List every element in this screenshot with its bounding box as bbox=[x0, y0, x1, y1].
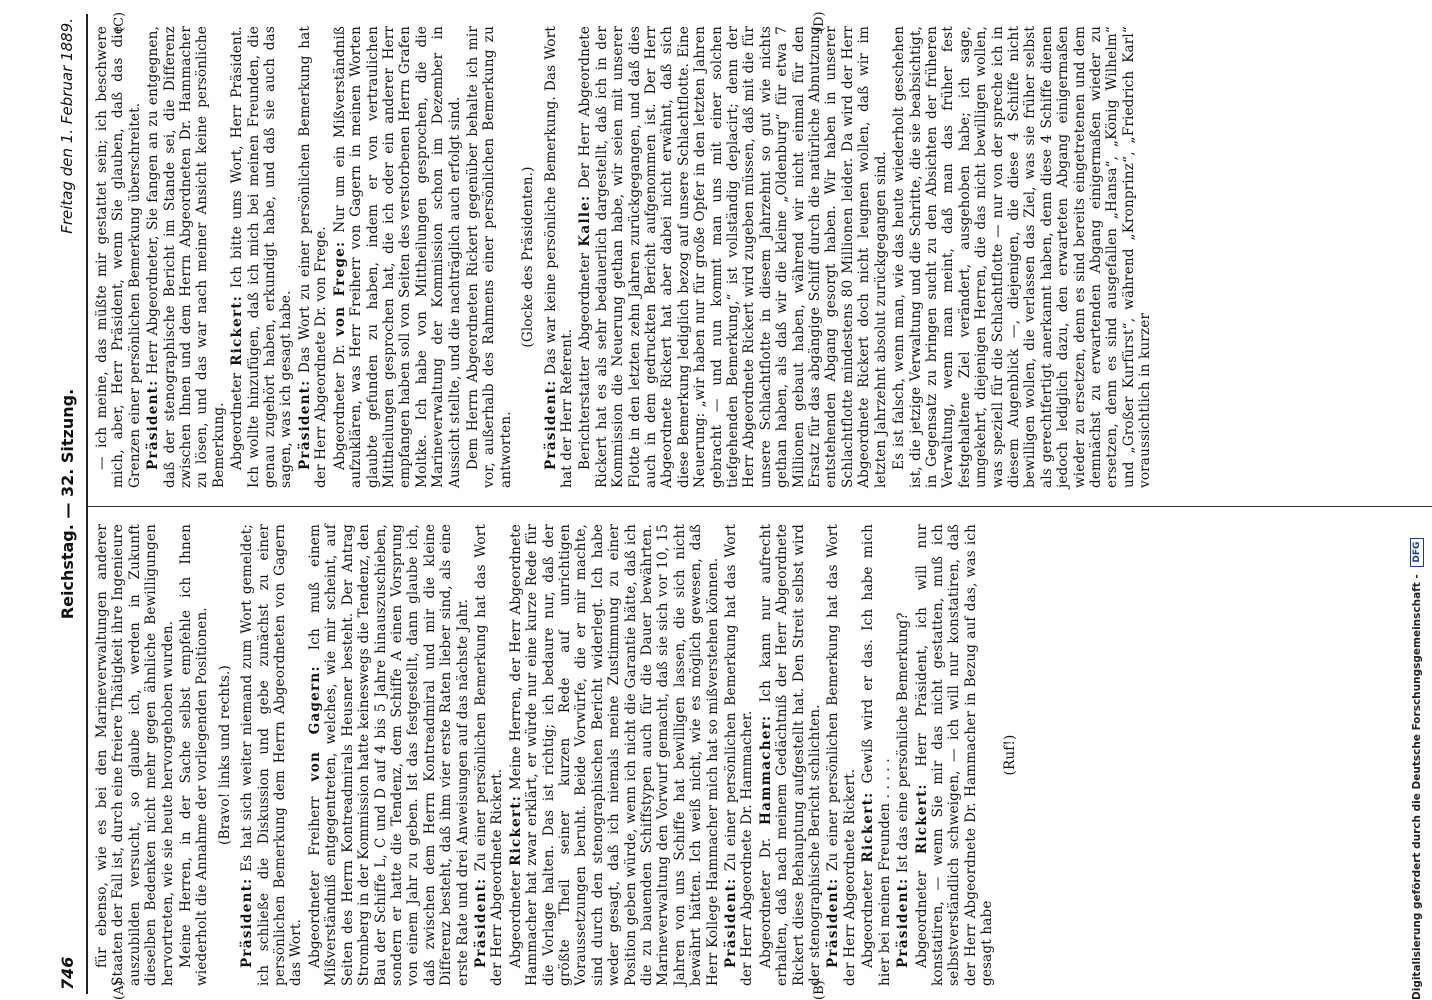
paragraph: Präsident: Das war keine persönliche Bemerkung. Das Wort hat der Herr Referent. bbox=[542, 26, 575, 488]
speaker-name: Rickert: bbox=[507, 795, 524, 866]
margin-marker-b: (B) bbox=[812, 980, 827, 1000]
dfg-logo: DFG bbox=[1410, 538, 1424, 567]
paragraph: für ebenso, wie es bei den Marineverwaltungen anderer Staaten der Fall ist, durch eine freiere Thätigkeit ihre Ingenieure auszubilden versucht, so glaube ich, werden in Zukunft dieselben Bedenken nicht mehr gegen ähnliche Bewilligungen hervortreten, wie sie heute hervorgehoben wurden. bbox=[94, 524, 176, 986]
newspaper-sheet bbox=[52, 10, 1432, 1000]
paragraph: Dem Herrn Abgeordneten Rickert gegenüber behalte ich mir vor, außerhalb des Rahmens einer persönlichen Bemerkung zu antworten. bbox=[464, 26, 514, 488]
digitization-credit bbox=[1410, 0, 1432, 1000]
speaker-name: Rickert: bbox=[229, 294, 246, 366]
speaker-name: Rickert: bbox=[913, 783, 930, 855]
paragraph: Präsident: Zu einer persönlichen Bemerkung hat das Wort der Herr Abgeordnete Dr. Hammacher. bbox=[723, 524, 756, 986]
paragraph: Berichterstatter Abgeordneter Kalle: Der Herr Abgeordnete Rickert hat es als sehr bedauerlich dargestellt, daß ich in der Kommission die Neuerung gethan habe, wir seien mit unserer Flotte in den letzten zehn Jahren zurückgegangen, und daß dies auch in dem gedruckten Bericht aufgenommen ist. Der Herr Abgeordnete Rickert hat aber dabei nicht erwähnt, daß sich diese Bemerkung lediglich bezog auf unsere Schlachtflotte. Eine Neuerung: „wir haben nur für große Opfer in den letzten Jahren gebracht — und nun kommt man uns mit einer solchen tiefgehenden Bemerkung,“ ist vollständig deplacirt; denn der Herr Abgeordnete Rickert wird zugeben müssen, daß mit die für unsere Schlachtflotte in diesem Jahrzehnt so gut wie nichts gethan haben, als daß wir die kleine „Oldenburg“ für etwa 7 Millionen gebaut haben, während wir nicht einmal für den Ersatz für das abgängige Schiff durch die natürliche Abnutzung entstehenden Abgang gesorgt haben. Wir haben in unserer Schlachtflotte mindestens 80 Millionen leider. Da wird der Herr Abgeordnete Rickert doch nicht leugnen wollen, daß wir im letzten Jahrzehnt absolut zurückgegangen sind. bbox=[577, 26, 889, 488]
speaker-name: von Gagern: bbox=[306, 665, 323, 782]
speaker-name: Rickert: bbox=[860, 791, 877, 863]
margin-marker-a: (A) bbox=[112, 980, 127, 1000]
right-column bbox=[94, 26, 1156, 488]
speaker-name: Kalle: bbox=[577, 194, 594, 247]
speaker-name: Präsident: bbox=[825, 877, 842, 968]
paragraph: Präsident: Zu einer persönlichen Bemerkung hat das Wort der Herr Abgeordnete Rickert. bbox=[472, 524, 506, 986]
paragraph: Präsident: Es hat sich weiter niemand zum Wort gemeldet; ich schließe die Diskussion und gebe zunächst zu einer persönlichen Bemerkung dem Herrn Abgeordneten von Gagern das Wort. bbox=[239, 524, 305, 986]
speaker-name: von Frege: bbox=[331, 240, 348, 337]
speaker-name: Hammacher: bbox=[757, 714, 774, 825]
paragraph: Abgeordneter Rickert: Gewiß wird er das. Ich habe mich hier bei meinen Freunden . . . . . bbox=[860, 524, 893, 986]
stage-direction: (Glocke des Präsidenten.) bbox=[520, 166, 537, 348]
margin-marker-d: (D) bbox=[812, 11, 827, 32]
paragraph: Abgeordneter Freiherr von Gagern: Ich muß einem Mißverständniß entgegentreten, welches, wie mir scheint, auf Seiten des Herrn Kontreadmirals Heusner besteht. Der Antrag Stromberg in der Kommission hatte keineswegs die Tendenz, den Bau der Schiffe L, C und D auf 4 bis 5 Jahre hinauszuschieben, sondern er hatte die Tendenz, dem Schiffe A einen Vorsprung von einem Jahr zu geben. Ist das festgestellt, dann glaube ich, daß zwischen dem Herrn Kontreadmiral und mir die kleine Differenz besteht, daß ihm vier erste Raten lieber sind, als eine erste Rate und drei Anweisungen auf das nächste Jahr. bbox=[306, 524, 471, 986]
speaker-name: Präsident: bbox=[145, 379, 162, 470]
session-date: Freitag den 1. Februar 1889. bbox=[58, 18, 76, 234]
speaker-name: Präsident: bbox=[239, 877, 256, 968]
left-column bbox=[94, 524, 1024, 986]
paragraph: Es ist falsch, wenn man, wie das heute wiederholt geschehen ist, die jetzige Verwaltung und die Schritte, die sie beabsichtigt, in Gegensatz zu bringen sucht zu den Absichten der früheren Verwaltung, wenn man meint, daß man das früher fest festgehaltene Ziel verändert, ausgehoben habe; ich sage, umgekehrt, diejenigen Herren, die das nicht bewilligen wollen, was speziell für die Schlachtflotte — nur von der spreche ich in diesem Augenblick —, diejenigen, die diese 4 Schiffe nicht bewilligen wollen, die verlassen das Ziel, was sie früher selbst als gerechtfertigt anerkannt haben, denn diese 4 Schiffe dienen jedoch lediglich dazu, den erwarteten Abgang einigermaßen wieder zu ersetzen, denn es sind bereits eingetretenen und dem demnächst zu erwartenden Abgang einigermaßen wieder zu ersetzen, denn es sind ausgefallen „Hansa“, „König Wilhelm“ und „Großer Kurfürst“, während „Kronprinz“, „Friedrich Karl“ voraussichtlich in kurzer bbox=[891, 26, 1154, 488]
running-title: Reichstag. — 32. Sitzung. bbox=[58, 388, 77, 620]
speaker-name: Präsident: bbox=[895, 877, 912, 968]
paragraph: Präsident: Zu einer persönlichen Bemerkung hat das Wort der Herr Abgeordnete Rickert. bbox=[825, 524, 858, 986]
header-rule bbox=[86, 14, 88, 994]
speaker-name: Präsident: bbox=[296, 379, 313, 470]
page-number: 746 bbox=[58, 956, 77, 990]
paragraph: Präsident: Das Wort zu einer persönlichen Bemerkung hat der Herr Abgeordnete Dr. von Frege. bbox=[296, 26, 330, 488]
speaker-name: Präsident: bbox=[542, 379, 559, 470]
stage-direction: (Bravo! links und rechts.) bbox=[216, 665, 233, 845]
paragraph: — ich meine, das müßte mir gestattet sein; ich beschwere mich, aber, Herr Präsident, wenn Sie glauben, daß das die Grenzen einer persönlichen Bemerkung überschreitet. bbox=[94, 26, 143, 488]
stage-direction: (Ruf!) bbox=[1001, 734, 1018, 776]
column-divider bbox=[88, 506, 1432, 507]
margin-marker-c: (C) bbox=[112, 11, 127, 32]
credit-text: Digitalisierung gefördert durch die Deutsche Forschungsgemeinschaft - bbox=[1411, 574, 1423, 1000]
paragraph: Präsident: Herr Abgeordneter, Sie fangen an zu entgegnen, daß der stenographische Bericht im Stande sei, die Differenz zwischen Ihnen und dem Herrn Abgeordneten Dr. Hammacher zu lösen, und das war nach meiner Ansicht keine persönliche Bemerkung. bbox=[145, 26, 227, 488]
speaker-name: Präsident: bbox=[723, 877, 740, 968]
paragraph: Abgeordneter Rickert: Herr Präsident, ich will nur konstatiren, — wenn Sie mir das nicht gestatten, muß ich selbstverständlich schweigen, — ich will nur konstatiren, daß der Herr Abgeordnete Dr. Hammacher in Bezug auf das, was ich gesagt habe bbox=[913, 524, 996, 986]
paragraph: Abgeordneter Dr. von Frege: Nur um ein Mißverständniß aufzuklären, was Herr Freiherr von Gagern in meinen Worten glaubte gefunden zu haben, indem er von vertraulichen Mittheilungen gesprochen hat, die ich oder ein anderer Herr empfangen haben soll von Seiten des verstorbenen Herrn Grafen Moltke. Ich habe von Mittheilungen gesprochen, die die Marineverwaltung der Kommission schon im Dezember in Aussicht stellte, und die nachträglich auch erfolgt sind. bbox=[331, 26, 463, 488]
paragraph: Präsident: Ist das eine persönliche Bemerkung? bbox=[895, 612, 912, 968]
paragraph: Abgeordneter Rickert: Meine Herren, der Herr Abgeordnete Hammacher hat zwar erklärt, er würde nur eine kurze Rede für die Vorlage halten. Das ist richtig; ich bedaure nur, daß der größte Theil seiner kurzen Rede auf unrichtigen Voraussetzungen beruht. Beide Vorwürfe, die er mir machte, sind durch den stenographischen Bericht widerlegt. Ich habe weder gesagt, daß ich niemals meine Zustimmung zu einer Position geben würde, wenn ich nicht die Garantie hätte, daß ich die zu bauenden Schiffstypen auch für die Dauer bewährten. Marineverwaltung den Vorwurf gemacht, daß sie sich vor 10, 15 Jahren von uns Schiffe hat bewilligen lassen, die sich nicht bewährt hätten. Ich weiß nicht, wie es möglich gewesen, daß Herr Kollege Hammacher mich hat so mißverstehen können. bbox=[507, 524, 721, 986]
paragraph: Meine Herren, in der Sache selbst empfehle ich Ihnen wiederholt die Annahme der vorliegenden Positionen. bbox=[178, 524, 211, 986]
paragraph: Abgeordneter Dr. Hammacher: Ich kann nur aufrecht erhalten, daß nach meinem Gedächtniß der Herr Abgeordnete Rickert diese Behauptung aufgestellt hat. Den Streit selbst wird der stenographische Bericht schlichten. bbox=[757, 524, 824, 986]
paragraph: Abgeordneter Rickert: Ich bitte ums Wort, Herr Präsident. Ich wollte hinzufügen, daß ich mich bei meinen Freunden, die genau zugehört haben, erkundigt habe, und daß sie auch das sagen, was ich gesagt habe. bbox=[229, 26, 295, 488]
speaker-name: Präsident: bbox=[472, 877, 489, 968]
